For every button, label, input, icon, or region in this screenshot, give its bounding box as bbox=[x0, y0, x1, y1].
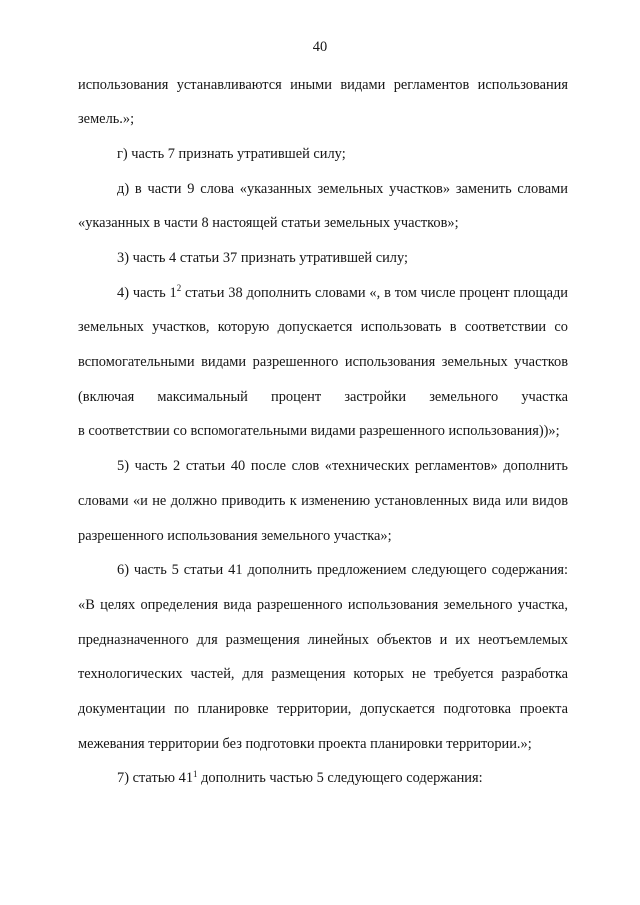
paragraph-line bbox=[78, 276, 568, 311]
paragraph-line: 5) часть 2 статьи 40 после слов «технических регламентов» дополнить bbox=[117, 458, 568, 475]
paragraph-continuation bbox=[78, 68, 568, 137]
item-3-paragraph bbox=[78, 241, 568, 276]
paragraph-line: межевания территории без подготовки проекта планировки территории.»; bbox=[78, 735, 532, 752]
paragraph-line: земельных участков, которую допускается использовать в соответствии со bbox=[78, 319, 568, 336]
superscript-index: 1 bbox=[193, 768, 198, 779]
page-number: 40 bbox=[312, 39, 328, 55]
paragraph-line: «указанных в части 8 настоящей статьи земельных участков»; bbox=[78, 215, 459, 232]
paragraph-line: г) часть 7 признать утратившей силу; bbox=[117, 145, 346, 162]
paragraph-line: «В целях определения вида разрешенного использования земельного участка, bbox=[78, 596, 568, 613]
superscript-index: 2 bbox=[176, 282, 182, 293]
paragraph-line: разрешенного использования земельного участка»; bbox=[78, 527, 392, 544]
item-7-paragraph bbox=[78, 761, 568, 796]
item-6-paragraph bbox=[78, 553, 568, 761]
paragraph-line: предназначенного для размещения линейных объектов и их неотъемлемых bbox=[78, 631, 568, 648]
line-text: 4) часть 1 bbox=[117, 284, 177, 301]
paragraph-line: вспомогательными видами разрешенного использования земельных участков bbox=[78, 354, 568, 371]
paragraph-line bbox=[78, 761, 568, 796]
paragraph-line: д) в части 9 слова «указанных земельных участков» заменить словами bbox=[117, 180, 568, 197]
paragraph-line: 6) часть 5 статьи 41 дополнить предложением следующего содержания: bbox=[117, 562, 568, 579]
paragraph-line: документации по планировке территории, допускается подготовка проекта bbox=[78, 700, 568, 717]
paragraph-line: 3) часть 4 статьи 37 признать утратившей силу; bbox=[117, 250, 408, 267]
paragraph-line: (включая максимальный процент застройки земельного участка bbox=[78, 388, 568, 405]
paragraph-line: в соответствии со вспомогательными видами разрешенного использования))»; bbox=[78, 423, 560, 440]
line-text: 7) статью 41 bbox=[117, 770, 194, 787]
item-5-paragraph bbox=[78, 449, 568, 553]
item-4-paragraph bbox=[78, 276, 568, 449]
paragraph-line: земель.»; bbox=[78, 111, 135, 128]
paragraph-line: словами «и не должно приводить к изменению установленных вида или видов bbox=[78, 492, 568, 509]
paragraph-line: использования устанавливаются иными видами регламентов использования bbox=[78, 76, 568, 93]
line-text: дополнить частью 5 следующего содержания: bbox=[197, 770, 483, 787]
document-body bbox=[78, 68, 568, 796]
line-text: статьи 38 дополнить словами «, в том числе процент площади bbox=[181, 284, 568, 301]
item-g-paragraph bbox=[78, 137, 568, 172]
item-d-paragraph bbox=[78, 172, 568, 241]
paragraph-line: технологических частей, для размещения которых не требуется разработка bbox=[78, 666, 568, 683]
